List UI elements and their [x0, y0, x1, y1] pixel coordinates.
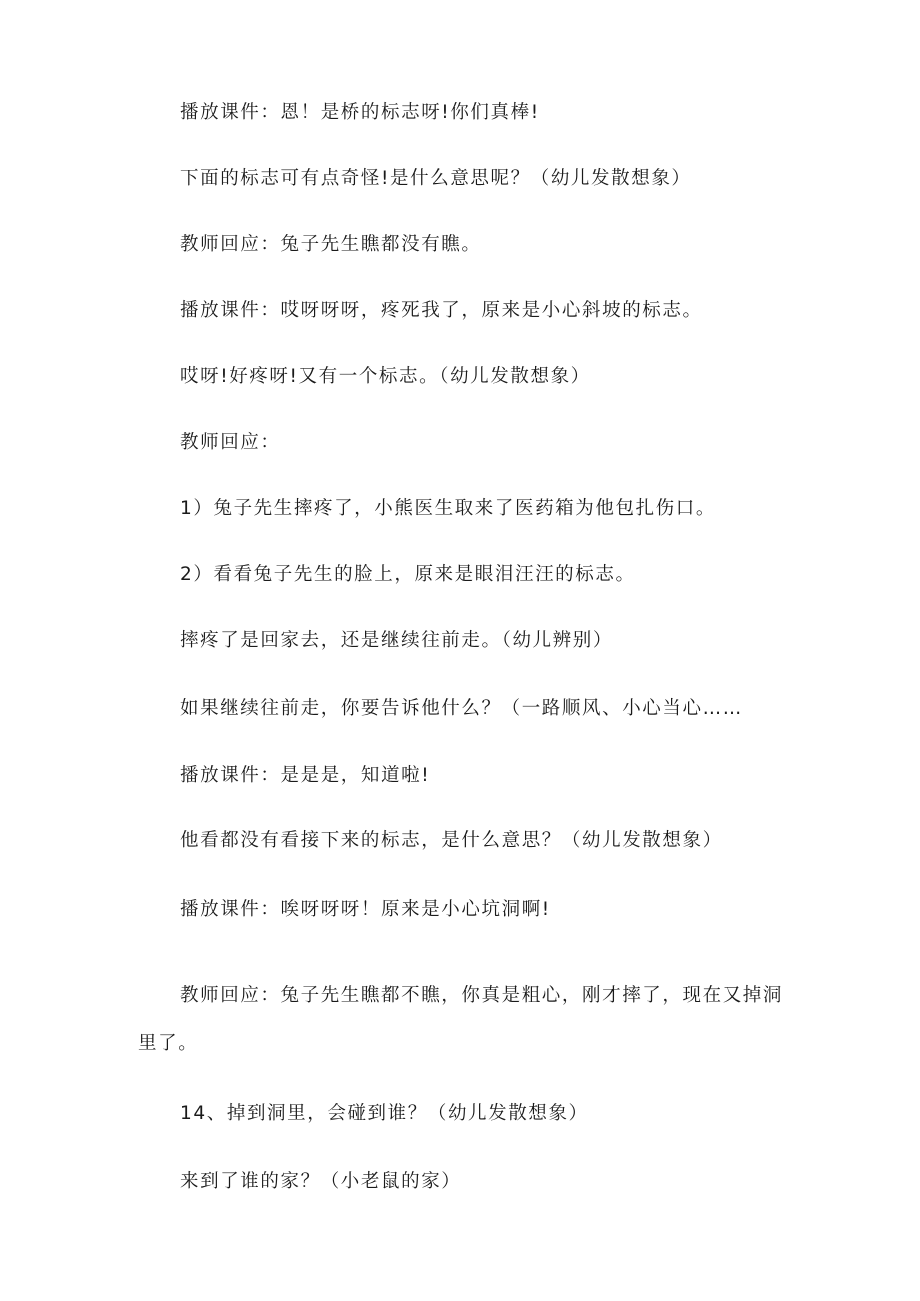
paragraph: 哎呀!好疼呀!又有一个标志。（幼儿发散想象）: [180, 366, 591, 387]
paragraph: 他看都没有看接下来的标志，是什么意思？（幼儿发散想象）: [180, 830, 723, 851]
paragraph: 里了。: [138, 1033, 199, 1054]
paragraph: 播放课件：是是是，知道啦!: [180, 765, 431, 786]
paragraph: 教师回应：: [180, 432, 281, 453]
paragraph: 播放课件：恩！是桥的标志呀!你们真棒!: [180, 102, 540, 123]
paragraph: 2）看看兔子先生的脸上，原来是眼泪汪汪的标志。: [180, 564, 636, 585]
paragraph: 如果继续往前走，你要告诉他什么？（一路顺风、小心当心……: [180, 698, 743, 719]
paragraph: 教师回应：兔子先生瞧都没有瞧。: [180, 234, 482, 255]
paragraph: 来到了谁的家？（小老鼠的家）: [180, 1171, 462, 1192]
paragraph: 14、掉到洞里，会碰到谁？（幼儿发散想象）: [180, 1103, 589, 1124]
paragraph: 1）兔子先生摔疼了，小熊医生取来了医药箱为他包扎伤口。: [180, 498, 716, 519]
paragraph: 教师回应：兔子先生瞧都不瞧，你真是粗心，刚才摔了，现在又掉洞: [180, 985, 784, 1006]
paragraph: 摔疼了是回家去，还是继续往前走。（幼儿辨别）: [180, 630, 613, 651]
paragraph: 播放课件：唉呀呀呀！原来是小心坑洞啊!: [180, 899, 551, 920]
paragraph: 下面的标志可有点奇怪!是什么意思呢？（幼儿发散想象）: [180, 168, 692, 189]
paragraph: 播放课件：哎呀呀呀，疼死我了，原来是小心斜坡的标志。: [180, 300, 703, 321]
